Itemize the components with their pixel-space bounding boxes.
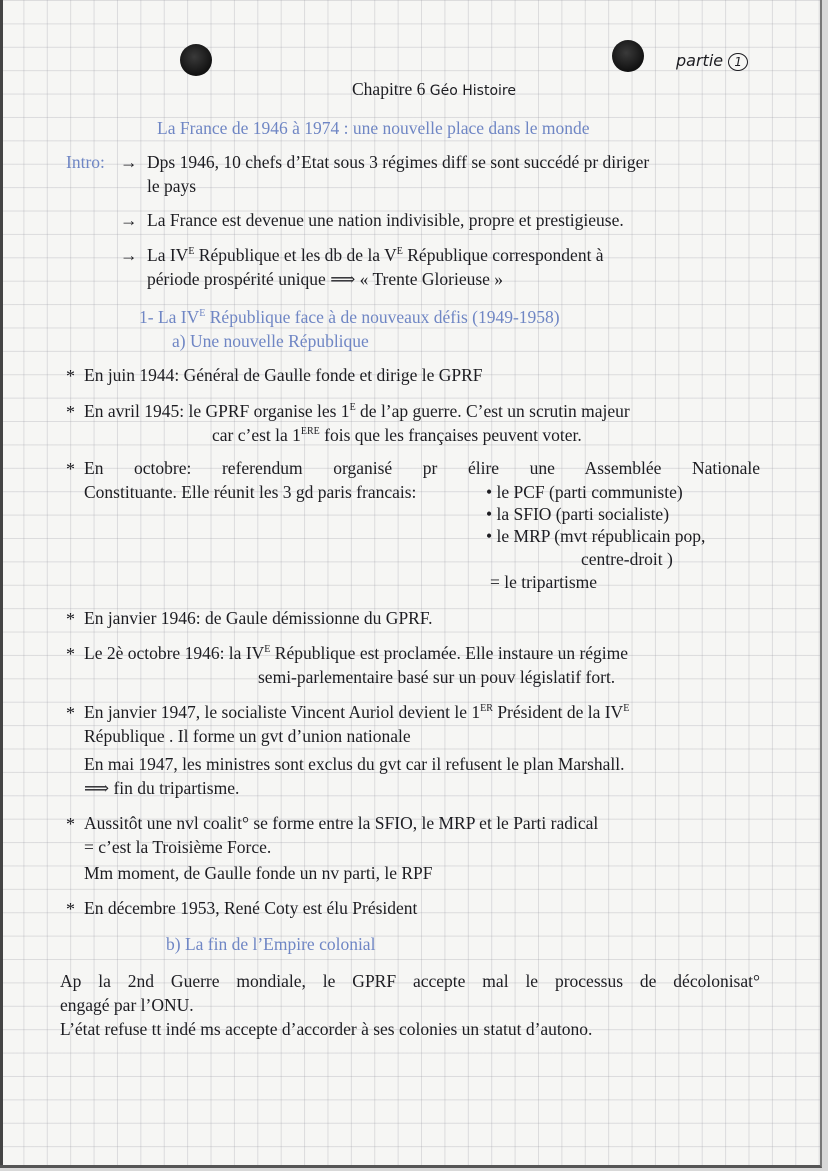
- closing-line-1: Ap la 2nd Guerre mondiale, le GPRF accepte mal le processus de décolonisat°: [60, 971, 760, 991]
- party-list-item: • le PCF (parti communiste): [486, 482, 683, 502]
- bullet-7-line-2: = c’est la Troisième Force.: [84, 837, 272, 857]
- bullet-5-line-1: Le 2è octobre 1946: la $IV^E$ République est proclamée. Elle instaure un régime: [84, 643, 629, 663]
- party-list-item-cont: centre-droit ): [581, 549, 673, 569]
- intro-arrow-icon: →: [120, 210, 138, 230]
- bullet-3-line-1: En octobre: referendum organisé pr élire une Assemblée Nationale: [84, 458, 760, 478]
- chapter-printed: Chapitre 6: [352, 79, 426, 99]
- chapter-header: [352, 78, 516, 102]
- intro-label: Intro:: [66, 152, 105, 172]
- party-list-item: • la SFIO (parti socialiste): [486, 504, 670, 524]
- intro-item-2: La France est devenue une nation indivisible, propre et prestigieuse.: [147, 210, 624, 230]
- bullet-6-line-4: ⟹ fin du tripartisme.: [84, 778, 240, 798]
- intro-item-3-line-2: période prospérité unique ⟹ « Trente Glorieuse »: [147, 269, 504, 289]
- page-title: La France de 1946 à 1974 : une nouvelle place dans le monde: [157, 118, 590, 138]
- part-label: partie 1: [676, 50, 748, 72]
- bullet-6-line-3: En mai 1947, les ministres sont exclus du gvt car il refusent le plan Marshall.: [84, 754, 625, 774]
- bullet-star-icon: *: [66, 402, 75, 422]
- bullet-5-line-2: semi-parlementaire basé sur un pouv législatif fort.: [258, 667, 616, 687]
- intro-arrow-icon: →: [120, 245, 138, 265]
- punch-hole-right: [612, 40, 644, 72]
- bullet-4: En janvier 1946: de Gaule démissionne du GPRF.: [84, 608, 433, 628]
- bullet-8: En décembre 1953, René Coty est élu Président: [84, 898, 418, 918]
- closing-line-3: L’état refuse tt indé ms accepte d’accorder à ses colonies un statut d’autono.: [60, 1019, 593, 1039]
- bullet-star-icon: *: [66, 899, 75, 919]
- intro-arrow-icon: →: [120, 152, 138, 172]
- bullet-2-line-1: En avril 1945: le GPRF organise les $1^E$ de l’ap guerre. C’est un scrutin majeur: [84, 401, 630, 421]
- bullet-7-line-1: Aussitôt une nvl coalit° se forme entre la SFIO, le MRP et le Parti radical: [84, 813, 599, 833]
- intro-item-1-line-1: Dps 1946, 10 chefs d’Etat sous 3 régimes diff se sont succédé pr diriger: [147, 152, 650, 172]
- intro-item-3-line-1: La $IV^E$ République et les db de la $V^E$ République correspondent à: [147, 245, 604, 265]
- subsection-a-title: a) Une nouvelle République: [172, 331, 369, 351]
- closing-line-2: engagé par l’ONU.: [60, 995, 194, 1015]
- bullet-star-icon: *: [66, 609, 75, 629]
- bullet-2-line-2: car c’est la 1ERE fois que les françaises peuvent voter.: [212, 425, 582, 445]
- bullet-7-line-3: Mm moment, de Gaulle fonde un nv parti, le RPF: [84, 863, 433, 883]
- chapter-handwritten: Géo Histoire: [429, 83, 516, 99]
- punch-hole-left: [180, 44, 212, 76]
- bullet-star-icon: *: [66, 814, 75, 834]
- bullet-6-line-1: En janvier 1947, le socialiste Vincent Auriol devient le 1ER Président de la $IV^E$: [84, 702, 630, 722]
- bullet-star-icon: *: [66, 459, 75, 479]
- part-number-circle: 1: [728, 53, 748, 71]
- bullet-3-line-2: Constituante. Elle réunit les 3 gd paris francais:: [84, 482, 417, 502]
- party-list-item: • le MRP (mvt républicain pop,: [486, 526, 706, 546]
- tripartisme-result: = le tripartisme: [490, 572, 598, 592]
- section-1-title: 1- La $IV^E$ République face à de nouveaux défis (1949-1958): [139, 307, 560, 327]
- bullet-6-line-2: République . Il forme un gvt d’union nationale: [84, 726, 411, 746]
- bullet-star-icon: *: [66, 703, 75, 723]
- bullet-star-icon: *: [66, 644, 75, 664]
- bullet-star-icon: *: [66, 366, 75, 386]
- intro-item-1-line-2: le pays: [147, 176, 197, 196]
- subsection-b-title: b) La fin de l’Empire colonial: [166, 934, 376, 954]
- bullet-1: En juin 1944: Général de Gaulle fonde et dirige le GPRF: [84, 365, 483, 385]
